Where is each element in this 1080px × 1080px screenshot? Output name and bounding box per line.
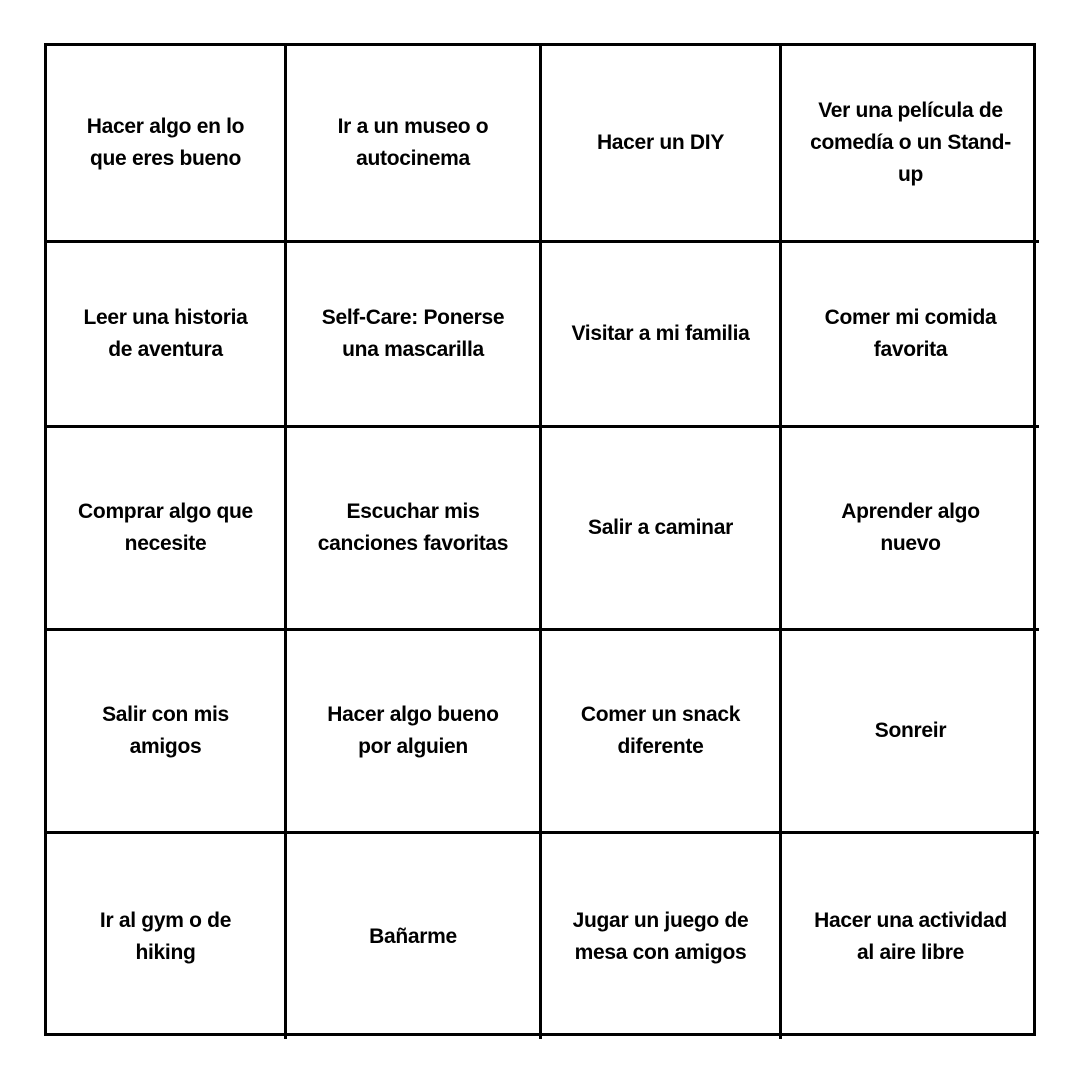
bingo-cell xyxy=(782,834,1039,1039)
cell-text: Ver una película de comedía o un Stand-up xyxy=(810,99,1011,186)
bingo-cell xyxy=(782,428,1039,631)
bingo-cell xyxy=(47,631,287,834)
bingo-cell xyxy=(542,46,782,243)
bingo-cell xyxy=(287,631,542,834)
bingo-cell xyxy=(47,834,287,1039)
bingo-cell xyxy=(542,428,782,631)
cell-text: Aprender algo nuevo xyxy=(841,500,980,555)
cell-text: Sonreir xyxy=(874,719,947,742)
cell-text: Ir al gym o de hiking xyxy=(99,908,232,964)
bingo-cell xyxy=(47,428,287,631)
bingo-cell xyxy=(287,46,542,243)
bingo-cell xyxy=(47,243,287,428)
bingo-cell xyxy=(542,834,782,1039)
cell-text: Escuchar mis canciones favoritas xyxy=(317,500,509,555)
bingo-cell xyxy=(542,243,782,428)
cell-text: Ir a un museo o autocinema xyxy=(337,115,489,170)
cell-text: Hacer algo bueno por alguien xyxy=(327,703,499,758)
cell-text: Comprar algo que necesite xyxy=(78,500,253,555)
bingo-cell xyxy=(542,631,782,834)
cell-text: Hacer una actividad al aire libre xyxy=(814,908,1007,964)
cell-text: Self-Care: Ponerse una mascarilla xyxy=(321,306,505,361)
bingo-cell xyxy=(287,243,542,428)
bingo-board xyxy=(44,43,1036,1036)
cell-text: Bañarme xyxy=(369,924,457,948)
cell-text: Hacer un DIY xyxy=(596,131,725,154)
bingo-cell xyxy=(287,834,542,1039)
cell-text: Comer un snack diferente xyxy=(580,703,741,758)
cell-text: Jugar un juego de mesa con amigos xyxy=(572,908,749,964)
bingo-cell xyxy=(47,46,287,243)
cell-text: Comer mi comida favorita xyxy=(824,306,997,361)
cell-text: Hacer algo en lo que eres bueno xyxy=(86,115,245,170)
bingo-cell xyxy=(287,428,542,631)
cell-text: Visitar a mi familia xyxy=(571,322,750,345)
cell-text: Leer una historia de aventura xyxy=(83,306,248,361)
bingo-cell xyxy=(782,46,1039,243)
cell-text: Salir con mis amigos xyxy=(102,703,229,758)
bingo-cell xyxy=(782,243,1039,428)
bingo-cell xyxy=(782,631,1039,834)
cell-text: Salir a caminar xyxy=(588,516,733,539)
